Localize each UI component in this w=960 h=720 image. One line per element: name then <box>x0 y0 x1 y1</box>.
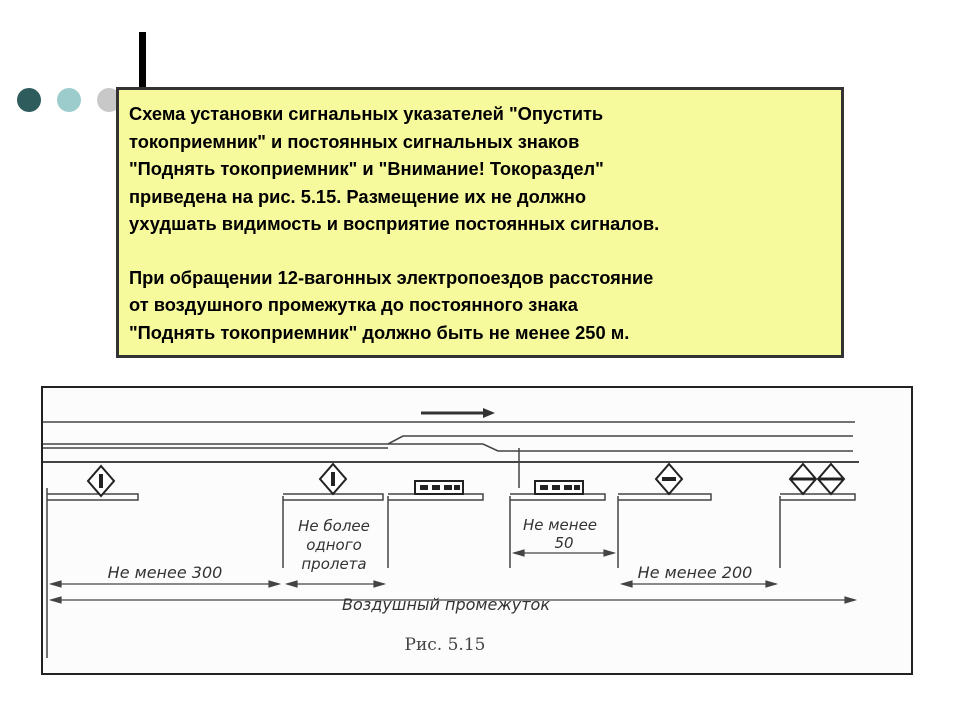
label-min-50-1: Не менее <box>522 516 598 534</box>
track-diagram <box>43 388 913 675</box>
wire-upper-section <box>43 436 853 444</box>
label-air-gap: Воздушный промежуток <box>342 595 550 614</box>
label-no-more-1: Не более <box>298 517 370 535</box>
bracket-1 <box>47 494 138 500</box>
label-min-50-2: 50 <box>554 534 574 552</box>
bracket-6 <box>780 494 855 500</box>
catenary-wires <box>43 422 859 462</box>
masts <box>47 448 855 658</box>
bracket-5 <box>618 494 711 500</box>
label-min-300: Не менее 300 <box>107 563 223 582</box>
sign-1 <box>88 466 114 496</box>
sign-6 <box>790 464 844 494</box>
wire-lower-section <box>388 444 853 451</box>
paragraph-2: При обращении 12-вагонных электропоездов расстояние от воздушного промежутка до постоянного знака "Поднять токоприемник" должно быть не менее 250 м. <box>129 266 654 343</box>
description-textbox <box>116 87 844 358</box>
label-no-more-2: одного <box>306 536 362 554</box>
label-no-more-3: пролета <box>301 555 367 573</box>
sign-4 <box>535 481 583 494</box>
label-min-200: Не менее 200 <box>637 563 753 582</box>
sign-2 <box>320 464 346 494</box>
direction-arrow <box>421 408 495 418</box>
dot-light <box>57 88 81 112</box>
decorative-vertical-bar <box>139 32 146 88</box>
dot-dark <box>17 88 41 112</box>
sign-3 <box>415 481 463 494</box>
figure-caption: Рис. 5.15 <box>404 635 486 655</box>
sign-5 <box>656 464 682 494</box>
figure-5-15 <box>41 386 913 675</box>
paragraph-1: Схема установки сигнальных указателей "Опустить токоприемник" и постоянных сигнальных знаков "Поднять токоприемник" и "Внимание! Токораздел" приведена на рис. 5.15. Размещение их не должно ухудшать видимость и восприятие постоянных сигналов. <box>129 103 660 234</box>
